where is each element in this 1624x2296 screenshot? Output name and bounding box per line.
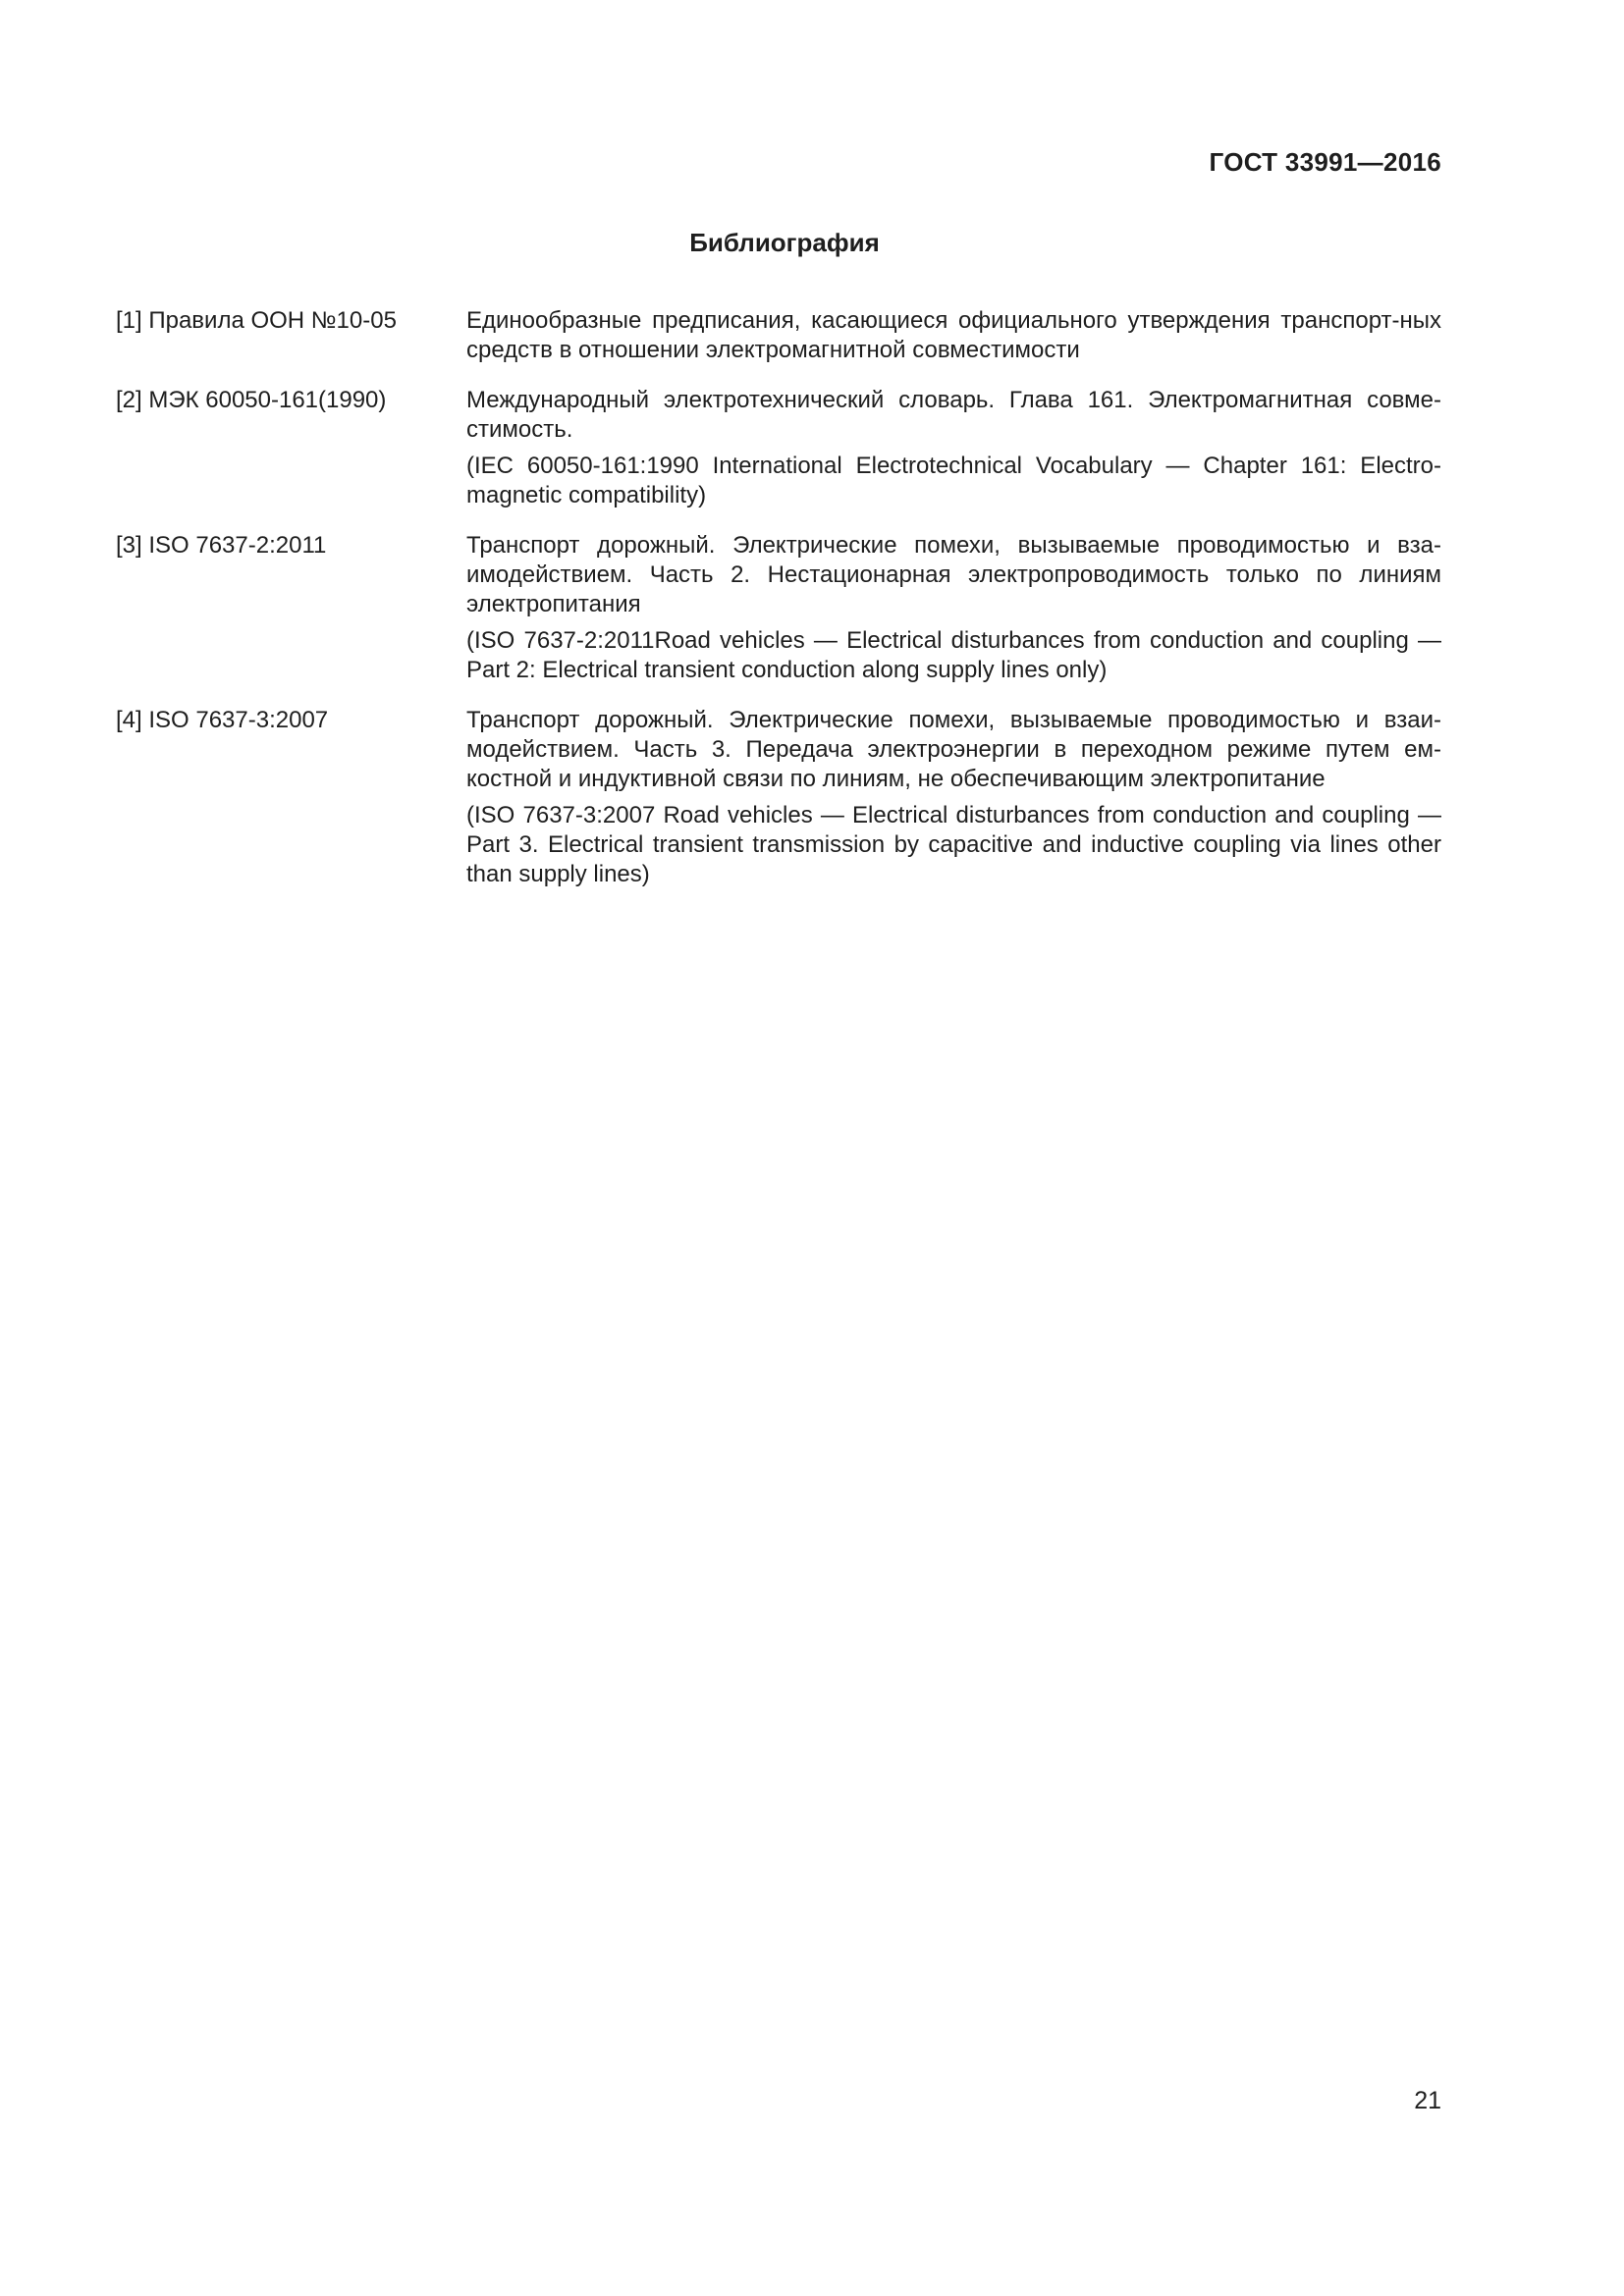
page-number: 21 bbox=[1414, 2087, 1441, 2114]
bibliography-paragraph: Международный электротехнический словарь. Глава 161. Электромагнитная совме-стимость. bbox=[466, 387, 1441, 443]
bibliography-list bbox=[116, 306, 1441, 910]
document-standard-code: ГОСТ 33991—2016 bbox=[1209, 147, 1441, 177]
bibliography-entry bbox=[116, 386, 1441, 510]
bibliography-ref: [3] ISO 7637-2:2011 bbox=[116, 532, 327, 559]
bibliography-paragraph: (IEC 60050-161:1990 International Electrotechnical Vocabulary — Chapter 161: Electro-magnetic compatibility) bbox=[466, 453, 1441, 508]
bibliography-description bbox=[466, 306, 1441, 365]
bibliography-ref: [1] Правила ООН №10-05 bbox=[116, 307, 397, 334]
bibliography-paragraph: (ISO 7637-3:2007 Road vehicles — Electrical disturbances from conduction and coupling — Part 3. Electrical transient transmission by capacitive and inductive coupling via lines other than supply lines) bbox=[466, 802, 1441, 887]
bibliography-description bbox=[466, 706, 1441, 889]
bibliography-paragraph: (ISO 7637-2:2011Road vehicles — Electrical disturbances from conduction and coupling — Part 2: Electrical transient conduction along supply lines only) bbox=[466, 627, 1441, 683]
bibliography-entry bbox=[116, 531, 1441, 685]
page-title: Библиография bbox=[689, 228, 880, 257]
bibliography-entry bbox=[116, 706, 1441, 889]
bibliography-paragraph: Транспорт дорожный. Электрические помехи, вызываемые проводимостью и вза-имодействием. Часть 2. Нестационарная электропроводимость только по линиям электропитания bbox=[466, 532, 1441, 617]
bibliography-ref: [4] ISO 7637-3:2007 bbox=[116, 707, 329, 733]
bibliography-entry bbox=[116, 306, 1441, 365]
bibliography-ref: [2] МЭК 60050-161(1990) bbox=[116, 387, 387, 413]
bibliography-description bbox=[466, 386, 1441, 510]
bibliography-description bbox=[466, 531, 1441, 685]
bibliography-paragraph: Единообразные предписания, касающиеся официального утверждения транспорт-ных средств в отношении электромагнитной совместимости bbox=[466, 307, 1441, 363]
bibliography-paragraph: Транспорт дорожный. Электрические помехи, вызываемые проводимостью и взаи-модействием. Часть 3. Передача электроэнергии в переходном режиме путем ем-костной и индуктивной связи по линиям, не обеспечивающим электропитание bbox=[466, 707, 1441, 792]
